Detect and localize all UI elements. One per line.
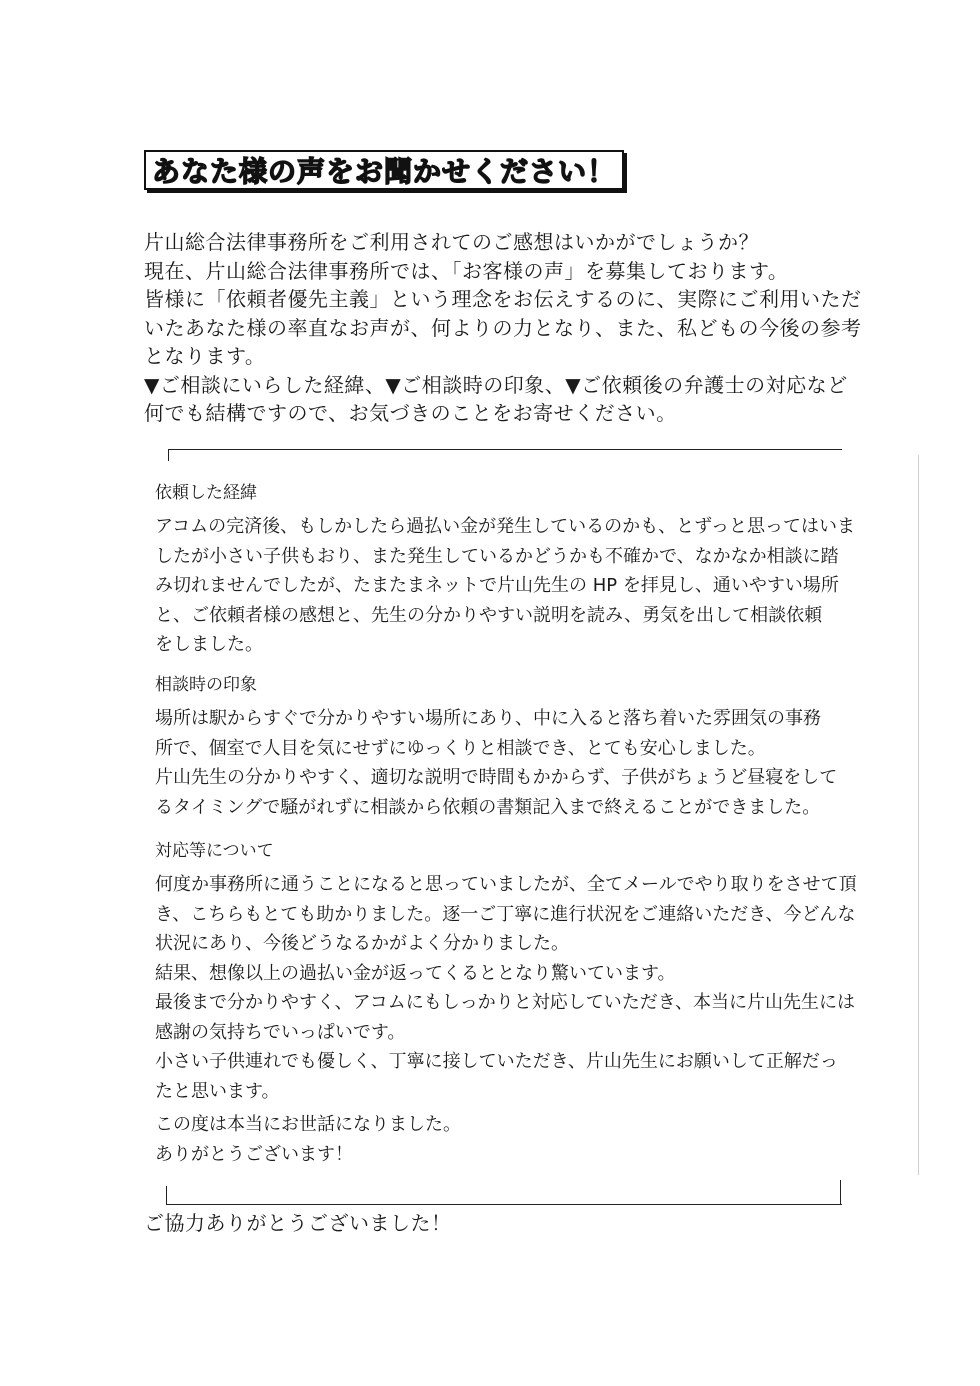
- response-frame-top-line: [168, 449, 842, 450]
- intro-line: 何でも結構ですので、お気づきのことをお寄せください。: [144, 401, 677, 425]
- title-banner: [144, 150, 624, 190]
- closing-line: この度は本当にお世話になりました。: [155, 1114, 461, 1135]
- closing-message: [155, 1110, 461, 1169]
- section-request-background: [155, 480, 855, 660]
- section-line: と、ご依頼者様の感想と、先生の分かりやすい説明を読み、勇気を出して相談依頼: [155, 604, 823, 626]
- section-consultation-impression: [155, 672, 837, 822]
- section-line: 結果、想像以上の過払い金が返ってくるととなり驚いています。: [155, 962, 676, 984]
- scan-edge-line: [918, 455, 919, 1175]
- intro-paragraph: [144, 228, 864, 428]
- intro-line: となります。: [144, 344, 266, 368]
- page-title: あなた様の声をお聞かせください！: [152, 155, 617, 188]
- intro-line: 片山総合法律事務所をご利用されてのご感想はいかがでしょうか？: [144, 230, 759, 254]
- intro-line: 皆様に「依頼者優先主義」という理念をお伝えするのに、実際にご利用いただ: [144, 287, 862, 311]
- section-line: み切れませんでしたが、たまたまネットで片山先生の HP を拝見し、通いやすい場所: [155, 575, 839, 596]
- section-heading: 相談時の印象: [155, 675, 257, 695]
- section-line: 所で、個室で人目を気にせずにゆっくりと相談でき、とても安心しました。: [155, 737, 766, 759]
- response-frame-bottom-right-tick: [840, 1180, 841, 1204]
- footer-thanks: ご協力ありがとうございました！: [144, 1211, 452, 1235]
- section-line: き、こちらもとても助かりました。逐一ご丁寧に進行状況をご連絡いただき、今どんな: [155, 903, 856, 925]
- section-line: 場所は駅からすぐで分かりやすい場所にあり、中に入ると落ち着いた雰囲気の事務: [155, 708, 821, 729]
- closing-line: ありがとうございます！: [155, 1143, 353, 1165]
- intro-line: いたあなた様の率直なお声が、何よりの力となり、また、私どもの今後の参考: [144, 315, 862, 340]
- section-line: したが小さい子供もおり、また発生しているかどうかも不確かで、なかなか相談に踏: [155, 545, 839, 567]
- section-line: 片山先生の分かりやすく、適切な説明で時間もかからず、子供がちょうど昼寝をして: [155, 767, 838, 788]
- section-line: をしました。: [155, 634, 263, 655]
- response-frame-bottom-left-tick: [166, 1186, 167, 1204]
- section-heading: 対応等について: [155, 841, 274, 861]
- section-line: 状況にあり、今後どうなるかがよく分かりました。: [155, 933, 569, 954]
- section-heading: 依頼した経緯: [155, 483, 257, 503]
- intro-line: ▼ご相談にいらした経緯、▼ご相談時の印象、▼ご依頼後の弁護士の対応など: [144, 372, 848, 397]
- section-line: アコムの完済後、もしかしたら過払い金が発生しているのかも、とずっと思ってはいま: [155, 516, 856, 537]
- section-line: 何度か事務所に通うことになると思っていましたが、全てメールでやり取りをさせて頂: [155, 874, 857, 895]
- section-line: るタイミングで騒がれずに相談から依頼の書類記入まで終えることができました。: [155, 796, 821, 818]
- response-frame-bottom-line: [166, 1204, 842, 1205]
- section-line: たと思います。: [155, 1080, 280, 1102]
- section-response: [155, 838, 857, 1106]
- section-line: 最後まで分かりやすく、アコムにもしっかりと対応していただき、本当に片山先生には: [155, 992, 856, 1013]
- section-line: 感謝の気持ちでいっぱいです。: [155, 1021, 406, 1043]
- intro-line: 現在、片山総合法律事務所では、「お客様の声」を募集しております。: [144, 258, 789, 283]
- section-line: 小さい子供連れでも優しく、丁寧に接していただき、片山先生にお願いして正解だっ: [155, 1051, 838, 1072]
- response-frame-top-tick: [168, 449, 169, 461]
